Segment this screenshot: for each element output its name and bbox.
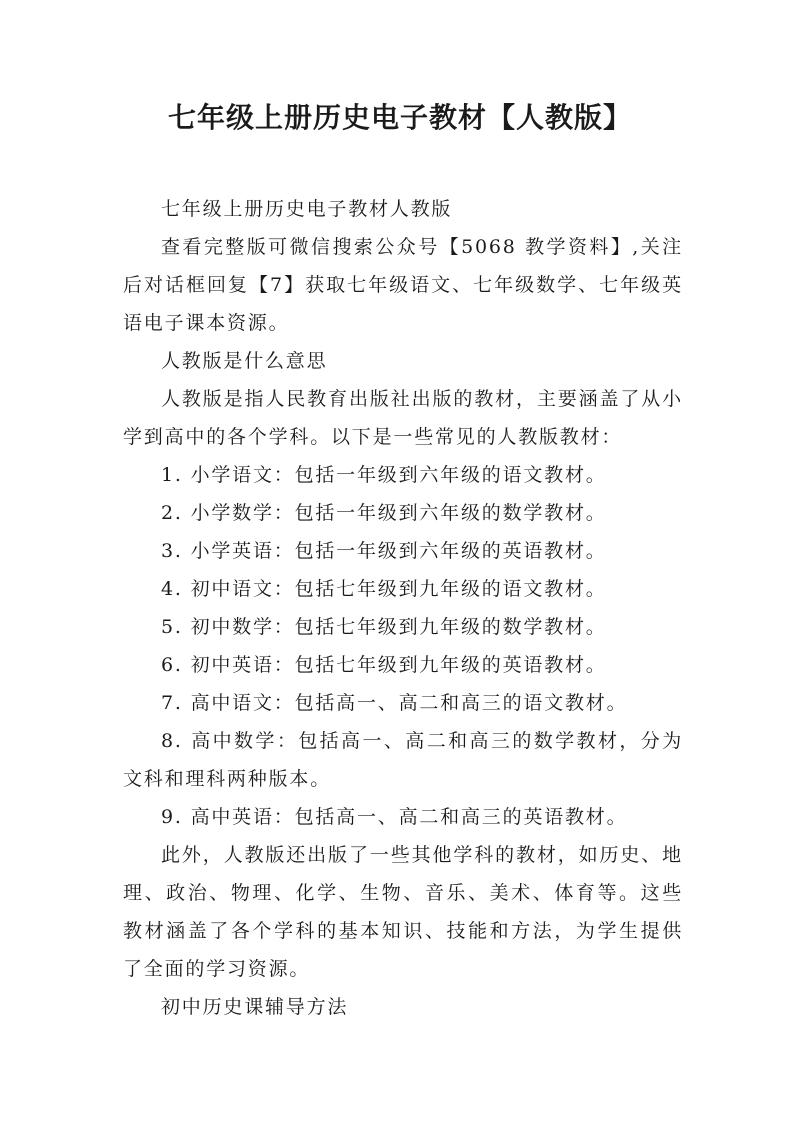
list-item-text: 小学数学：包括一年级到六年级的数学教材。 [190,502,607,524]
list-item [123,532,683,570]
list-item [123,494,683,532]
list-item-number: 5. [161,616,183,638]
document-body [123,190,683,1026]
list-item-text: 高中语文：包括高一、高二和高三的语文教材。 [190,692,628,714]
list-item-text: 初中语文：包括七年级到九年级的语文教材。 [190,578,607,600]
list-item-number: 7. [161,692,183,714]
list-item-number: 4. [161,578,183,600]
list-item-number: 1. [161,464,183,486]
list-item-number: 8. [161,730,183,752]
list-item [123,684,683,722]
list-item-text: 高中英语：包括高一、高二和高三的英语教材。 [190,806,628,828]
paragraph-heading-tutoring: 初中历史课辅导方法 [161,996,349,1018]
list-item-text: 高中数学：包括高一、高二和高三的数学教材，分为文科和理科两种版本。 [123,730,683,790]
list-item [123,798,683,836]
list-item-number: 9. [161,806,183,828]
paragraph-other-subjects: 此外，人教版还出版了一些其他学科的教材，如历史、地理、政治、物理、化学、生物、音乐、美术、体育等。这些教材涵盖了各个学科的基本知识、技能和方法，为学生提供了全面的学习资源。 [123,844,683,980]
list-item-number: 6. [161,654,183,676]
list-item-number: 3. [161,540,183,562]
paragraph-subtitle: 七年级上册历史电子教材人教版 [161,198,453,220]
list-item-text: 初中英语：包括七年级到九年级的英语教材。 [190,654,607,676]
paragraph-wechat-notice: 查看完整版可微信搜索公众号【5068 教学资料】,关注后对话框回复【7】获取七年级语文、七年级数学、七年级英语电子课本资源。 [123,236,683,334]
paragraph-heading-meaning: 人教版是什么意思 [161,350,328,372]
list-item [123,570,683,608]
list-item [123,722,683,798]
list-item-text: 小学英语：包括一年级到六年级的英语教材。 [190,540,607,562]
list-item [123,646,683,684]
list-item-number: 2. [161,502,183,524]
list-item-text: 小学语文：包括一年级到六年级的语文教材。 [190,464,607,486]
paragraph-definition: 人教版是指人民教育出版社出版的教材，主要涵盖了从小学到高中的各个学科。以下是一些常见的人教版教材： [123,388,683,448]
list-item [123,608,683,646]
document-title: 七年级上册历史电子教材【人教版】 [167,101,632,134]
list-item [123,456,683,494]
list-item-text: 初中数学：包括七年级到九年级的数学教材。 [190,616,607,638]
